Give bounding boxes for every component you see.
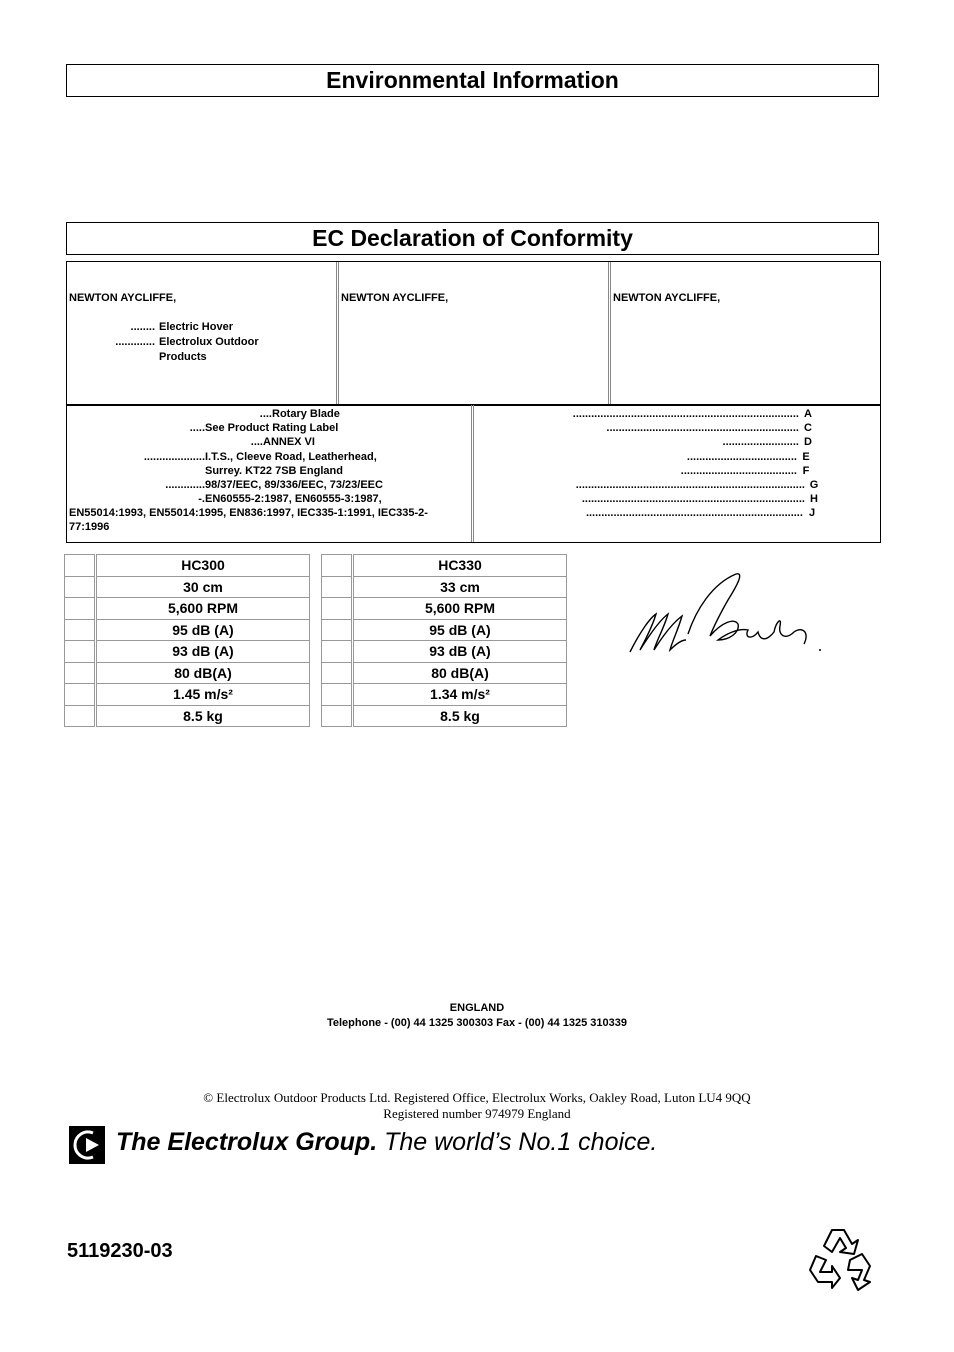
declaration-line: See Product Rating Label xyxy=(205,422,339,435)
product-line: Electrolux Outdoor xyxy=(159,336,259,348)
letter-label: J xyxy=(808,507,816,520)
leader-dots: ............. xyxy=(115,336,155,348)
address-text: NEWTON AYCLIFFE, xyxy=(613,292,721,304)
spec-value: 1.34 m/s² xyxy=(353,684,567,706)
letter-label: G xyxy=(809,479,819,492)
contact-phone: Telephone - (00) 44 1325 300303 Fax - (00) 44 1325 310339 xyxy=(326,1017,628,1029)
declaration-letters xyxy=(474,405,880,542)
leader-dots: ....................................................................... xyxy=(585,507,803,520)
leader-dots: ............................................................... xyxy=(606,422,799,435)
spec-value: 93 dB (A) xyxy=(96,641,310,663)
address-cell-1 xyxy=(67,262,336,405)
spec-value: 95 dB (A) xyxy=(353,619,567,641)
declaration-line: ANNEX VI xyxy=(263,436,315,449)
declaration-line: Rotary Blade xyxy=(272,408,340,420)
letter-label: D xyxy=(804,436,812,449)
letter-label: H xyxy=(810,493,818,506)
spec-value: 8.5 kg xyxy=(96,705,310,727)
legal-registered-office: © Electrolux Outdoor Products Ltd. Registered Office, Electrolux Works, Oakley Road, Luton LU4 9QQ xyxy=(203,1090,751,1105)
spec-value: 5,600 RPM xyxy=(96,598,310,620)
tagline-brand: The Electrolux Group. xyxy=(116,1128,378,1156)
declaration-details xyxy=(67,405,474,542)
product-line: Electric Hover xyxy=(159,321,233,333)
leader-dots: .... xyxy=(259,408,272,420)
legal-registered-number: Registered number 974979 England xyxy=(383,1106,571,1121)
signature-mark xyxy=(626,570,826,660)
model-name: HC300 xyxy=(96,555,310,577)
standards-list: EN55014:1993, EN55014:1995, EN836:1997, IEC335-1:1991, IEC335-2-77:1996 xyxy=(69,507,428,534)
recycle-icon xyxy=(806,1224,880,1296)
address-cell-3 xyxy=(608,262,880,405)
spec-value: 95 dB (A) xyxy=(96,619,310,641)
declaration-line: EN60555-2:1987, EN60555-3:1987, xyxy=(205,493,382,506)
leader-dots: .................... xyxy=(143,450,205,463)
address-text: NEWTON AYCLIFFE, xyxy=(69,292,177,304)
spec-table-hc300 xyxy=(64,554,310,727)
document-number: 5119230-03 xyxy=(67,1240,173,1262)
contact-country: ENGLAND xyxy=(449,1002,505,1014)
model-name: HC330 xyxy=(353,555,567,577)
declaration-line: 98/37/EEC, 89/336/EEC, 73/23/EEC xyxy=(205,479,383,492)
declaration-line: I.T.S., Cleeve Road, Leatherhead, xyxy=(205,450,377,463)
letter-label: F xyxy=(802,464,810,477)
spec-value: 1.45 m/s² xyxy=(96,684,310,706)
leader-dots: .................................... xyxy=(686,450,797,463)
leader-dots: ........ xyxy=(130,321,155,333)
product-line: Products xyxy=(159,351,207,363)
leader-dots: ..... xyxy=(189,422,205,435)
leader-dots: ............. xyxy=(165,479,205,492)
spec-table-hc330 xyxy=(321,554,567,727)
leader-dots: .......................................................................... xyxy=(572,408,799,420)
address-cell-2 xyxy=(336,262,608,405)
environmental-heading: Environmental Information xyxy=(66,64,879,97)
letter-label: E xyxy=(802,450,810,463)
spec-value: 33 cm xyxy=(353,576,567,598)
declaration-grid xyxy=(66,404,881,543)
spec-value: 80 dB(A) xyxy=(353,662,567,684)
letter-label: C xyxy=(804,422,812,435)
spec-value: 8.5 kg xyxy=(353,705,567,727)
tagline xyxy=(116,1128,657,1157)
letter-label: A xyxy=(804,408,812,420)
address-grid xyxy=(66,261,881,406)
leader-dots: ......................................................................... xyxy=(581,493,805,506)
product-lines xyxy=(67,320,337,365)
tagline-slogan: The world’s No.1 choice. xyxy=(377,1128,658,1156)
leader-dots: -. xyxy=(198,493,205,506)
electrolux-logo-icon xyxy=(69,1126,105,1164)
spec-value: 30 cm xyxy=(96,576,310,598)
declaration-line: Surrey. KT22 7SB England xyxy=(205,464,343,477)
spec-value: 80 dB(A) xyxy=(96,662,310,684)
ec-declaration-heading: EC Declaration of Conformity xyxy=(66,222,879,255)
leader-dots: ...................................... xyxy=(680,464,797,477)
spec-value: 93 dB (A) xyxy=(353,641,567,663)
leader-dots: ........................................................................... xyxy=(575,479,805,492)
leader-dots xyxy=(67,350,159,365)
spec-value: 5,600 RPM xyxy=(353,598,567,620)
leader-dots: ......................... xyxy=(722,436,799,449)
address-text: NEWTON AYCLIFFE, xyxy=(341,292,449,304)
leader-dots xyxy=(67,464,205,478)
leader-dots: .... xyxy=(250,436,263,449)
